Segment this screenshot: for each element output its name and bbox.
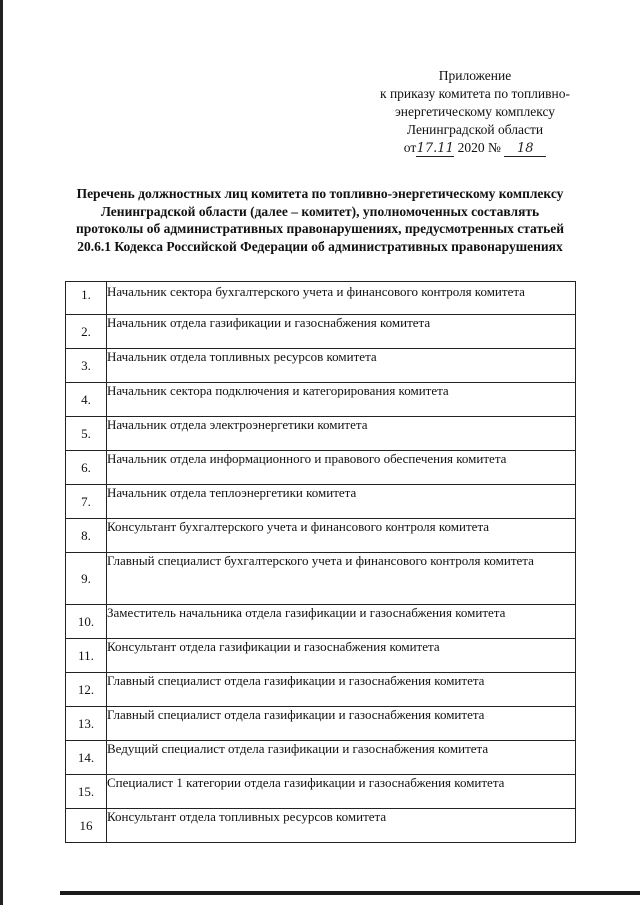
row-number: 5. <box>66 417 107 451</box>
row-position: Начальник отдела газификации и газоснабжения комитета <box>107 315 576 349</box>
scan-bottom-edge <box>60 891 640 895</box>
row-number: 6. <box>66 451 107 485</box>
row-number: 4. <box>66 383 107 417</box>
heading-line-4: 20.6.1 Кодекса Российской Федерации об административных правонарушениях <box>77 238 563 254</box>
handwritten-order-number: 18 <box>504 142 546 157</box>
order-date-line <box>360 139 590 157</box>
row-position: Начальник сектора подключения и категорирования комитета <box>107 383 576 417</box>
document-heading <box>48 185 592 255</box>
heading-line-1: Перечень должностных лиц комитета по топливно-энергетическому комплексу <box>76 186 564 201</box>
row-position: Начальник отдела электроэнергетики комитета <box>107 417 576 451</box>
row-position: Начальник сектора бухгалтерского учета и финансового контроля комитета <box>107 282 576 315</box>
row-number: 3. <box>66 349 107 383</box>
row-position: Заместитель начальника отдела газификации и газоснабжения комитета <box>107 605 576 639</box>
row-position: Консультант отдела газификации и газоснабжения комитета <box>107 639 576 673</box>
row-number: 11. <box>66 639 107 673</box>
row-number: 1. <box>66 282 107 315</box>
row-number: 10. <box>66 605 107 639</box>
date-prefix: от <box>403 140 417 155</box>
row-number: 13. <box>66 707 107 741</box>
officials-table <box>65 281 576 843</box>
row-position: Главный специалист отдела газификации и газоснабжения комитета <box>107 707 576 741</box>
table-row <box>66 383 576 417</box>
appendix-line-4: Ленинградской области <box>406 122 544 137</box>
row-position: Начальник отдела информационного и правового обеспечения комитета <box>107 451 576 485</box>
row-number: 14. <box>66 741 107 775</box>
appendix-line-2: к приказу комитета по топливно- <box>380 86 570 101</box>
appendix-line-3: энергетическому комплексу <box>394 104 556 119</box>
table-row <box>66 349 576 383</box>
scan-left-edge <box>0 0 3 905</box>
table-row <box>66 741 576 775</box>
table-row <box>66 639 576 673</box>
row-position: Консультант отдела топливных ресурсов комитета <box>107 809 576 843</box>
table-row <box>66 417 576 451</box>
table-row <box>66 553 576 605</box>
table-row <box>66 282 576 315</box>
heading-line-3: протоколы об административных правонарушениях, предусмотренных статьей <box>76 221 564 236</box>
row-position: Ведущий специалист отдела газификации и газоснабжения комитета <box>107 741 576 775</box>
row-number: 9. <box>66 553 107 605</box>
table-row <box>66 673 576 707</box>
handwritten-date: 17.11 <box>416 141 454 156</box>
row-number: 15. <box>66 775 107 809</box>
row-number: 8. <box>66 519 107 553</box>
order-year: 2020 № <box>457 140 501 155</box>
table-row <box>66 707 576 741</box>
row-number: 2. <box>66 315 107 349</box>
appendix-title: Приложение <box>438 68 512 83</box>
table-row <box>66 451 576 485</box>
row-number: 7. <box>66 485 107 519</box>
table-row <box>66 485 576 519</box>
row-number: 16 <box>66 809 107 843</box>
row-number: 12. <box>66 673 107 707</box>
table-row <box>66 809 576 843</box>
row-position: Начальник отдела топливных ресурсов комитета <box>107 349 576 383</box>
appendix-block <box>360 67 590 157</box>
row-position: Начальник отдела теплоэнергетики комитета <box>107 485 576 519</box>
row-position: Главный специалист бухгалтерского учета и финансового контроля комитета <box>107 553 576 605</box>
heading-line-2: Ленинградской области (далее – комитет), уполномоченных составлять <box>100 203 540 219</box>
row-position: Специалист 1 категории отдела газификации и газоснабжения комитета <box>107 775 576 809</box>
table-row <box>66 605 576 639</box>
table-row <box>66 315 576 349</box>
row-position: Главный специалист отдела газификации и газоснабжения комитета <box>107 673 576 707</box>
table-row <box>66 775 576 809</box>
table-row <box>66 519 576 553</box>
row-position: Консультант бухгалтерского учета и финансового контроля комитета <box>107 519 576 553</box>
